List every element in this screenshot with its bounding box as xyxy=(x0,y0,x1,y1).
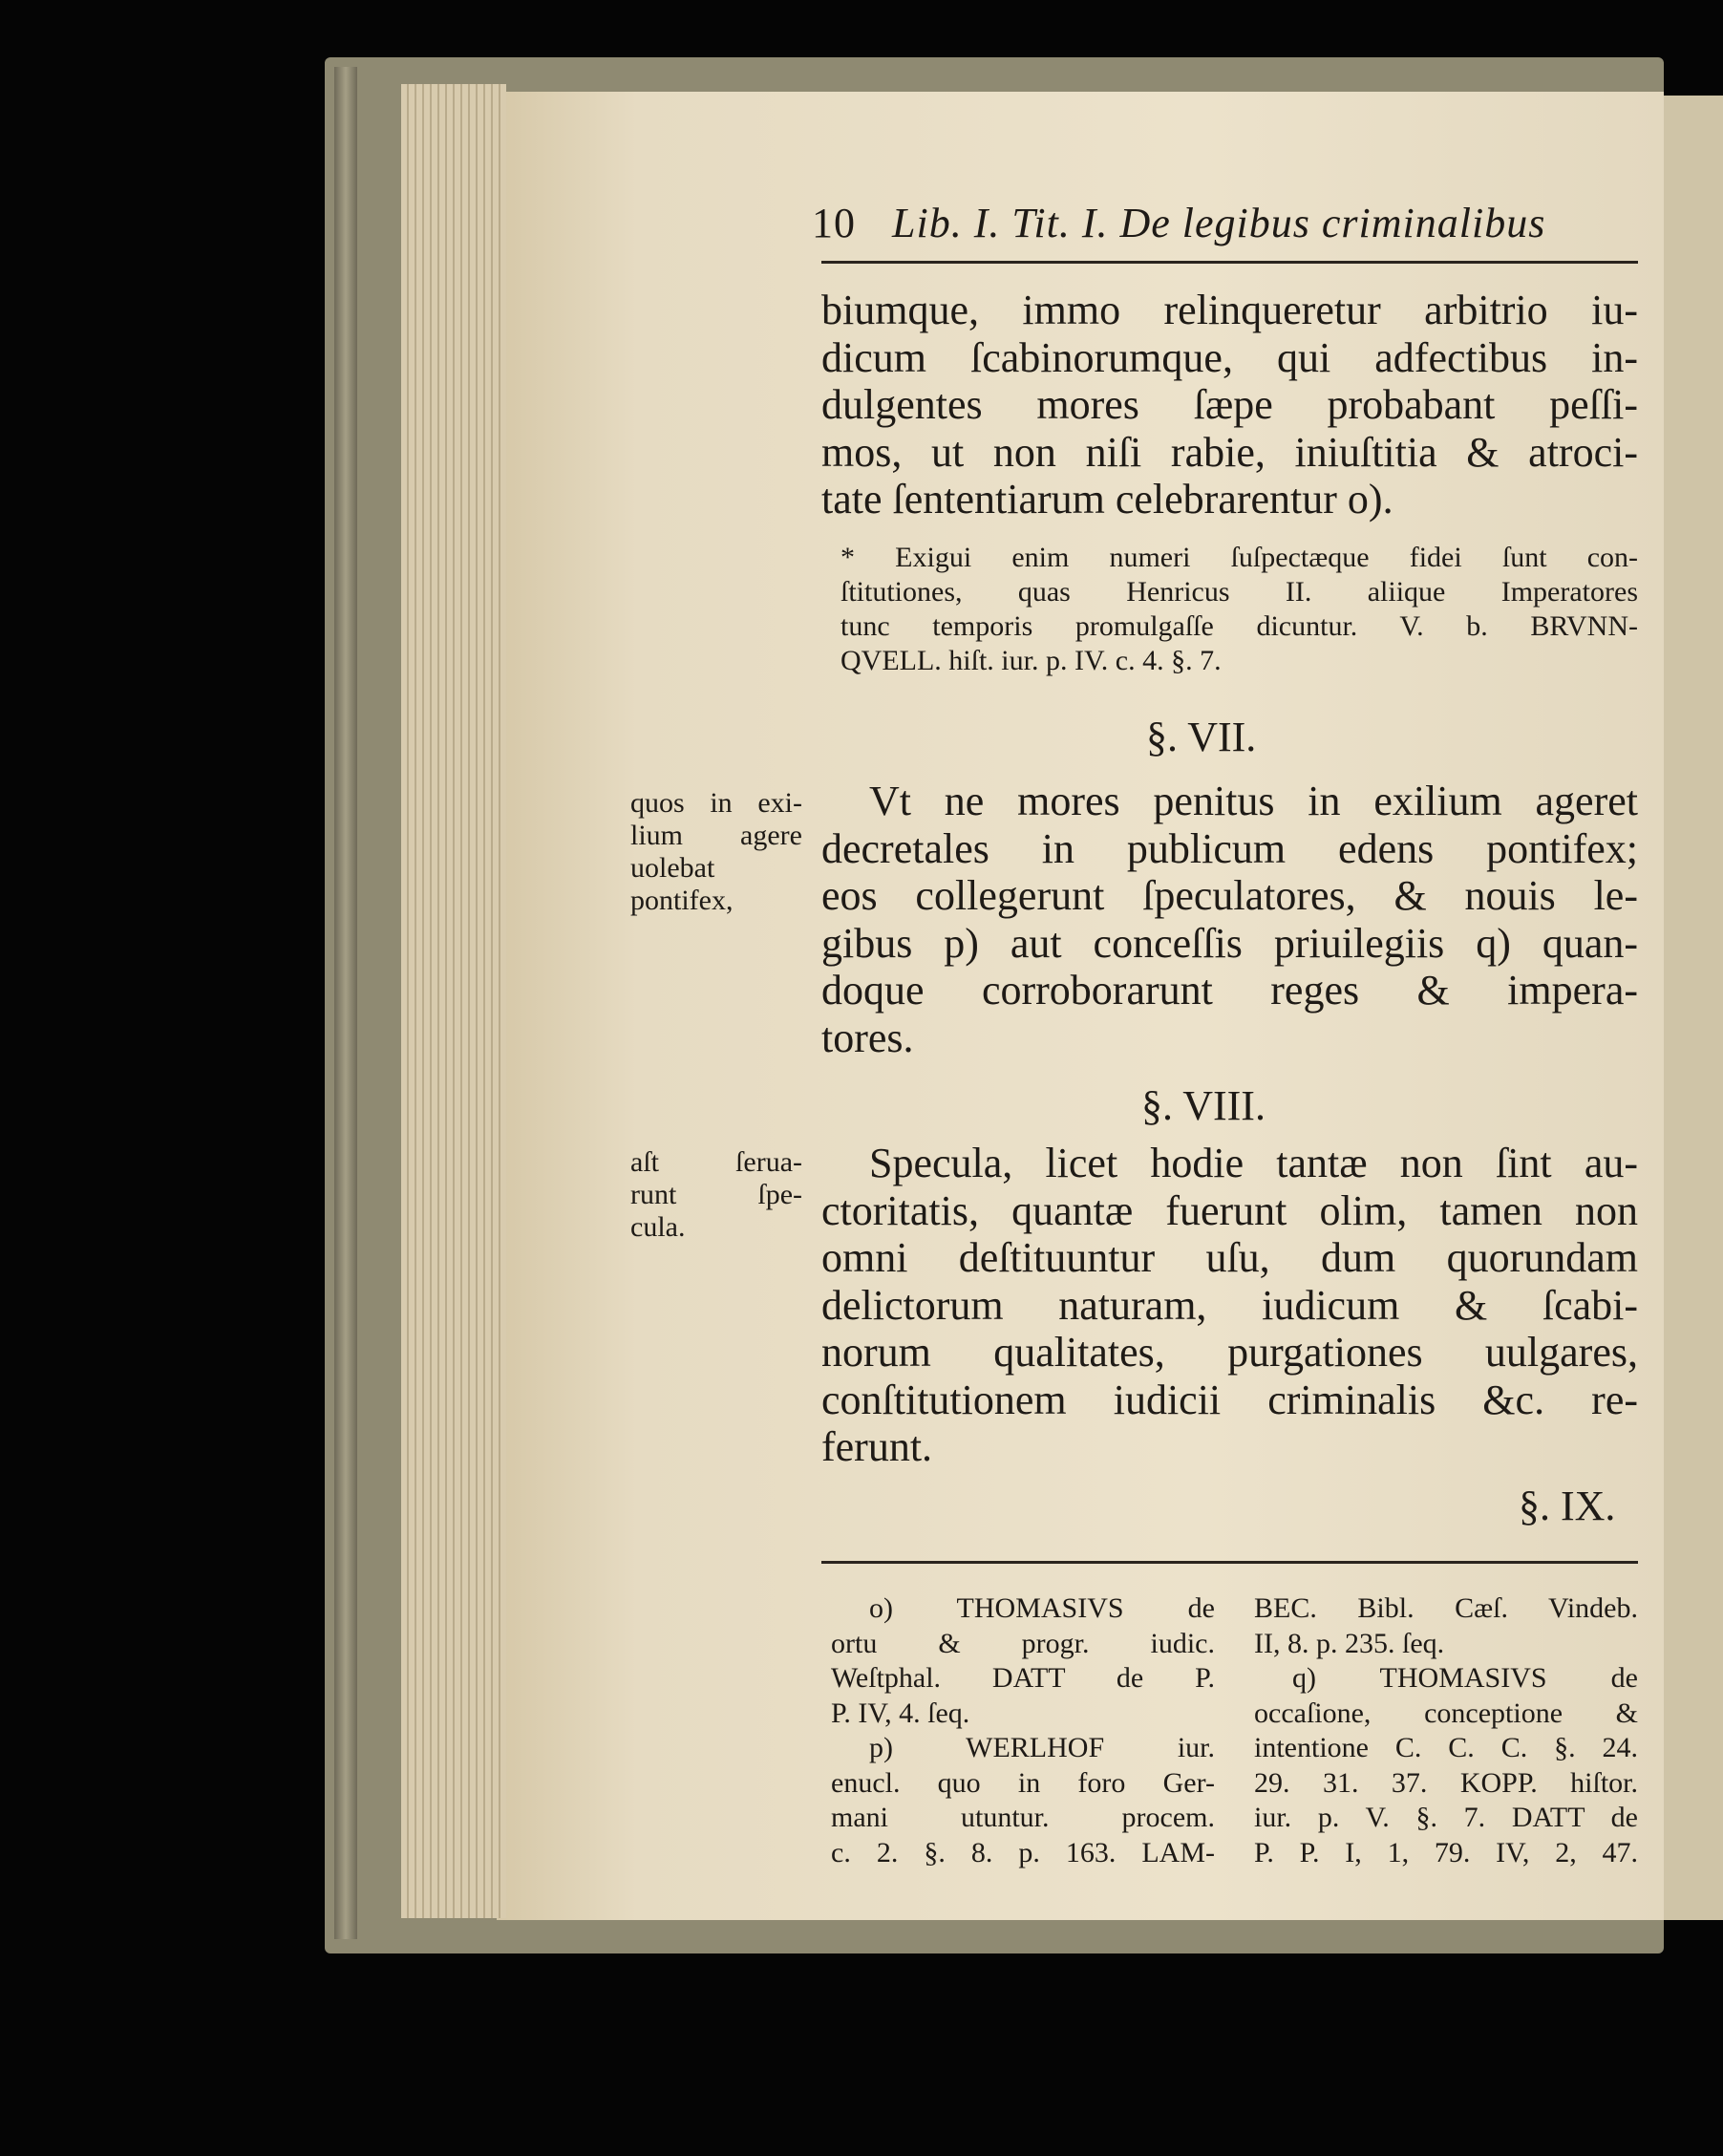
facing-page-edge xyxy=(1664,96,1723,1920)
footnotes-right-column xyxy=(1254,1591,1638,1870)
footnote-line: ortu & progr. iudic. xyxy=(831,1627,1215,1659)
page-edges xyxy=(401,84,506,1918)
text-line: QVELL. hiſt. iur. p. IV. c. 4. §. 7. xyxy=(840,645,1222,676)
text-line: dicum ſcabinorumque, qui adfectibus in- xyxy=(821,333,1638,381)
footnote-line: Weſtphal. DATT de P. xyxy=(831,1662,1215,1694)
footnotes-left-column xyxy=(831,1591,1215,1870)
text-line: eos collegerunt ſpeculatores, & nouis le- xyxy=(821,872,1638,919)
footnote-line: P. P. I, 1, 79. IV, 2, 47. xyxy=(1254,1836,1638,1868)
running-title: Lib. I. Tit. I. De legibus criminalibus xyxy=(892,200,1546,246)
text-line: quos in exi- xyxy=(630,787,802,819)
book-spine-edge xyxy=(334,67,357,1939)
text-line: doque corroborarunt reges & impera- xyxy=(821,967,1638,1014)
text-line: gibus p) aut conceſſis priuilegiis q) quan- xyxy=(821,919,1638,967)
footnote-line: p) WERLHOF iur. xyxy=(869,1732,1215,1763)
footnote-line: II, 8. p. 235. ſeq. xyxy=(1254,1627,1445,1659)
page-header xyxy=(812,199,1545,247)
margin-note-vii xyxy=(630,787,802,917)
text-line: aſt ſerua- xyxy=(630,1146,802,1178)
text-line: cula. xyxy=(630,1211,686,1243)
footnote-line: enucl. quo in foro Ger- xyxy=(831,1766,1215,1799)
text-line: Vt ne mores penitus in exilium ageret xyxy=(869,778,1638,824)
text-line: ctoritatis, quantæ fuerunt olim, tamen non xyxy=(821,1186,1638,1234)
text-line: dulgentes mores ſæpe probabant peſſi- xyxy=(821,381,1638,428)
catchword: §. IX. xyxy=(1519,1483,1616,1529)
footnote-line: c. 2. §. 8. p. 163. LAM- xyxy=(831,1836,1215,1868)
text-line: decretales in publicum edens pontifex; xyxy=(821,824,1638,872)
footnote-line: o) THOMASIVS de xyxy=(869,1592,1215,1624)
margin-note-viii xyxy=(630,1146,802,1244)
text-line: tores. xyxy=(821,1014,914,1061)
text-line: delictorum naturam, iudicum & ſcabi- xyxy=(821,1281,1638,1329)
text-line: mos, ut non niſi rabie, iniuſtitia & atroci- xyxy=(821,428,1638,476)
footnote-rule xyxy=(821,1561,1638,1564)
text-line: omni deſtituuntur uſu, dum quorundam xyxy=(821,1234,1638,1281)
book-page xyxy=(497,92,1664,1920)
text-line: tate ſententiarum celebrarentur o). xyxy=(821,476,1393,523)
text-line: conſtitutionem iudicii criminalis &c. re- xyxy=(821,1376,1638,1423)
footnote-line: mani utuntur. procem. xyxy=(831,1802,1215,1833)
section-viii-text xyxy=(821,1140,1638,1471)
section-vii-text xyxy=(821,778,1638,1061)
footnote-line: q) THOMASIVS de xyxy=(1292,1662,1638,1694)
text-line: uolebat xyxy=(630,852,715,884)
footnote-line: intentione C. C. C. §. 24. xyxy=(1254,1732,1638,1763)
text-line: lium agere xyxy=(630,820,802,851)
text-line: biumque, immo relinqueretur arbitrio iu- xyxy=(821,287,1638,333)
text-line: Specula, licet hodie tantæ non ſint au- xyxy=(869,1140,1638,1186)
header-rule xyxy=(821,261,1638,264)
text-line: runt ſpe- xyxy=(630,1179,802,1210)
page-number: 10 xyxy=(812,200,856,246)
footnote-line: iur. p. V. §. 7. DATT de xyxy=(1254,1802,1638,1833)
footnote-line: BEC. Bibl. Cæſ. Vindeb. xyxy=(1254,1592,1638,1624)
footnote-line: 29. 31. 37. KOPP. hiſtor. xyxy=(1254,1766,1638,1799)
star-note xyxy=(840,541,1638,678)
text-line: ſtitutiones, quas Henricus II. aliique Imperatores xyxy=(840,576,1638,608)
text-line: norum qualitates, purgationes uulgares, xyxy=(821,1329,1638,1376)
footnote-line: P. IV, 4. ſeq. xyxy=(831,1697,970,1729)
section-vii-heading: §. VII. xyxy=(1146,714,1257,760)
footnote-line: occaſione, conceptione & xyxy=(1254,1697,1638,1729)
text-line: tunc temporis promulgaſſe dicuntur. V. b. BRVNN- xyxy=(840,610,1638,642)
paragraph-1 xyxy=(821,287,1638,523)
text-line: pontifex, xyxy=(630,885,734,916)
text-line: * Exigui enim numeri ſuſpectæque fidei ſunt con- xyxy=(840,542,1638,573)
section-viii-heading: §. VIII. xyxy=(1141,1082,1266,1129)
text-line: ferunt. xyxy=(821,1423,933,1470)
